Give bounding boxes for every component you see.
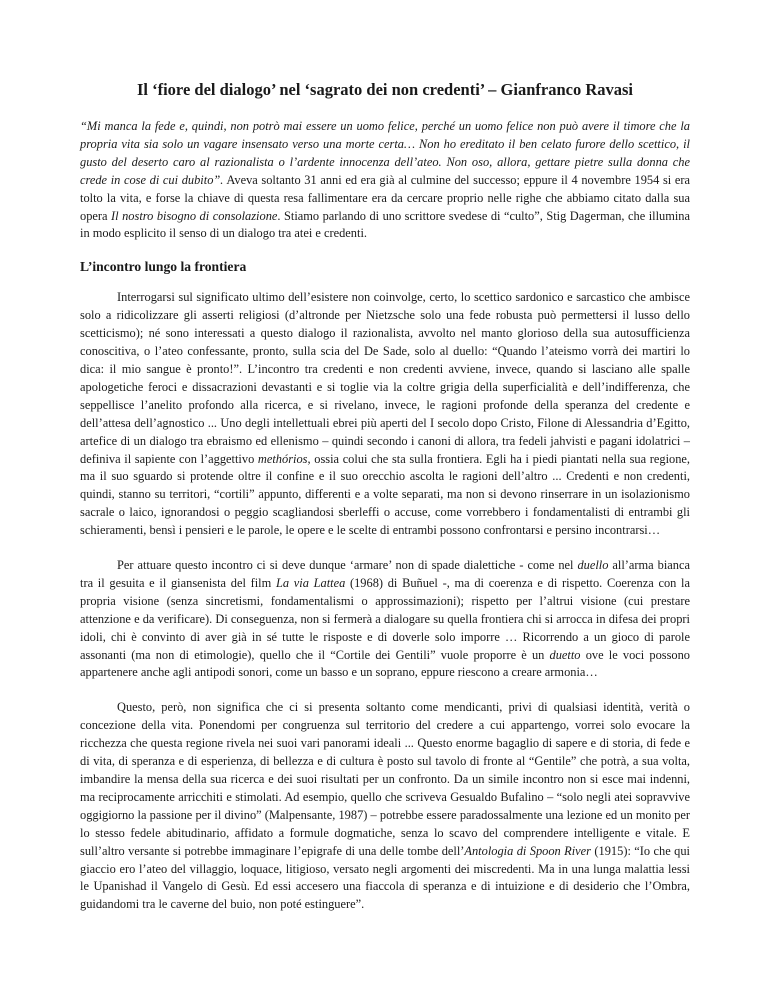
paragraph-3 (80, 699, 690, 914)
paragraph-2 (80, 557, 690, 682)
paragraph-1 (80, 289, 690, 540)
p2-duello: duello (577, 558, 609, 573)
p2-text-b: all’arma bianca tra il gesuita e il giansenista del film (80, 558, 690, 590)
p1-text-a: Interrogarsi sul significato ultimo dell’esistere non coinvolge, certo, lo scettico sardonico e sarcastico che ambisce solo a ridicolizzare gli asserti religiosi (d’altronde per Nietzsche solo una fede robusta può permettersi il lusso dello scetticismo); né sono interessati a questo dialogo il razionalista, avvolto nel manto glorioso della sua autosufficienza conoscitiva, o l’ateo confessante, pronto, sulla scia del De Sade, solo al duello: “Quando l’ateismo vorrà dei martiri lo dica: il mio sangue è pronto!”. L’incontro tra credenti e non credenti avviene, invece, quando si lasciano alle spalle apologetiche feroci e dissacrazioni devastanti e si toglie via la coltre grigia della superficialità e dell’indifferenza, che seppellisce l’anelito profondo alla ricerca, e si rivelano, invece, le ragioni profonde della speranza del credente e dell’attesa dell’agnostico ... Uno degli intellettuali ebrei più aperti del I secolo dopo Cristo, Filone di Alessandria d’Egitto, artefice di un dialogo tra ebraismo ed ellenismo – quindi secondo i canoni di allora, tra fedeli jahvisti e pagani idolatrici – definiva il sapiente con l’aggettivo (80, 290, 690, 466)
p2-text-a: Per attuare questo incontro ci si deve dunque ‘armare’ non di spade dialettiche - come nel (117, 558, 578, 573)
p2-duetto: duetto (549, 647, 581, 662)
p3-text-b: (1915): “Io che qui giaccio ero l’ateo del villaggio, loquace, litigioso, versato negli argomenti dei miscredenti. Ma in una lunga malattia lessi le Upanishad il Vangelo di Gesù. Ed essi accesero una fiaccola di speranza e di intuizione e di desiderio che l’Ombra, guidandomi tra le caverne del buio, non poté estinguere”. (80, 843, 690, 912)
p3-text-a: Questo, però, non significa che ci si presenta soltanto come mendicanti, privi di qualsiasi identità, verità o concezione della vita. Ponendomi per congruenza sul territorio del credere a cui appartengo, vorrei solo evocare la ricchezza che questa regione rivela nei suoi vari panorami ideali ... Questo enorme bagaglio di sapere e di storia, di fede e di vita, di speranza e di esperienza, di bellezza e di cultura è posto sul tavolo di fronte al “Gentile” che potrà, a sua volta, imbandire la mensa della sua ricerca e dei suoi risultati per un confronto. Da un simile incontro non si esce mai indenni, ma reciprocamente arricchiti e stimolati. Ad esempio, quello che scriveva Gesualdo Bufalino – “solo negli atei sopravvive oggigiorno la passione per il divino” (Malpensante, 1987) – potrebbe essere paradossalmente una lezione ed un monito per lo stesso fedele abitudinario, affidato a formule dogmatiche, senza lo scavo del comprendere intelligente e vitale. E sull’altro versante si potrebbe immaginare l’epigrafe di una delle tombe dell’ (80, 700, 690, 858)
p3-antologia-title: Antologia di Spoon River (464, 843, 591, 858)
p1-methorios: methórios (257, 451, 308, 466)
p2-text-d: ove le voci possono appartenere anche agli antipodi sonori, come un basso e un soprano, eppure riescono a creare armonia… (80, 647, 690, 680)
p2-text-c: (1968) di Buñuel -, ma di coerenza e di rispetto. Coerenza con la propria visione (senza sincretismi, fondamentalismi o approssimazioni); rispetto per l’altrui visione (cui prestare attenzione e da verificare). Di conseguenza, non si fermerà a dialogare su quella frontiera chi si arrocca in difesa dei propri idoli, chi è convinto di aver già in sé tutte le risposte e di doverle solo imporre … Ricorrendo a un gioco di parole assonanti (ma non di etimologie), quello che il “Cortile dei Gentili” vuole proporre è un (80, 575, 690, 662)
intro-paragraph (80, 118, 690, 243)
book-title: Il nostro bisogno di consolazione (111, 208, 278, 223)
intro-text-b: . Stiamo parlando di uno scrittore svedese di “culto”, Stig Dagerman, che illumina in modo esplicito il senso di un dialogo tra atei e credenti. (80, 208, 690, 241)
intro-text-a: Aveva soltanto 31 anni ed era già al culmine del successo; eppure il 4 novembre 1954 si era tolto la vita, e forse la chiave di questa resa fallimentare era da cercare proprio nelle righe che abbiamo citato dalla sua opera (80, 172, 690, 223)
p1-text-b: , ossia colui che sta sulla frontiera. Egli ha i piedi piantati nella sua regione, ma il suo sguardo si protende oltre il confine e il suo orecchio ascolta le ragioni dell’altro ... Credenti e non credenti, quindi, stanno su territori, “cortili” appunto, differenti e a volte separati, ma non si devono rinserrare in un isolazionismo sacrale o laico, ignorandosi o peggio scagliandosi sberleffi o accuse, come vorrebbero i fondamentalisti di entrambi gli schieramenti, bensì i pensieri e le parole, le opere e le scelte di entrambi possono confrontarsi e persino incontrarsi… (80, 451, 690, 538)
section-heading: L’incontro lungo la frontiera (80, 259, 247, 275)
p2-film-title: La via Lattea (275, 575, 346, 590)
opening-quote: “Mi manca la fede e, quindi, non potrò mai essere un uomo felice, perché un uomo felice non può avere il timore che la propria vita sia solo un vagare insensato verso una morte certa… Non ho ereditato il ben celato furore dello scettico, il gusto del deserto caro al razionalista o l’ardente innocenza dell’ateo. Non oso, allora, gettare pietre sulla donna che crede in cose di cui dubito”. (80, 119, 690, 187)
article-title: Il ‘fiore del dialogo’ nel ‘sagrato dei non credenti’ – Gianfranco Ravasi (136, 80, 634, 99)
